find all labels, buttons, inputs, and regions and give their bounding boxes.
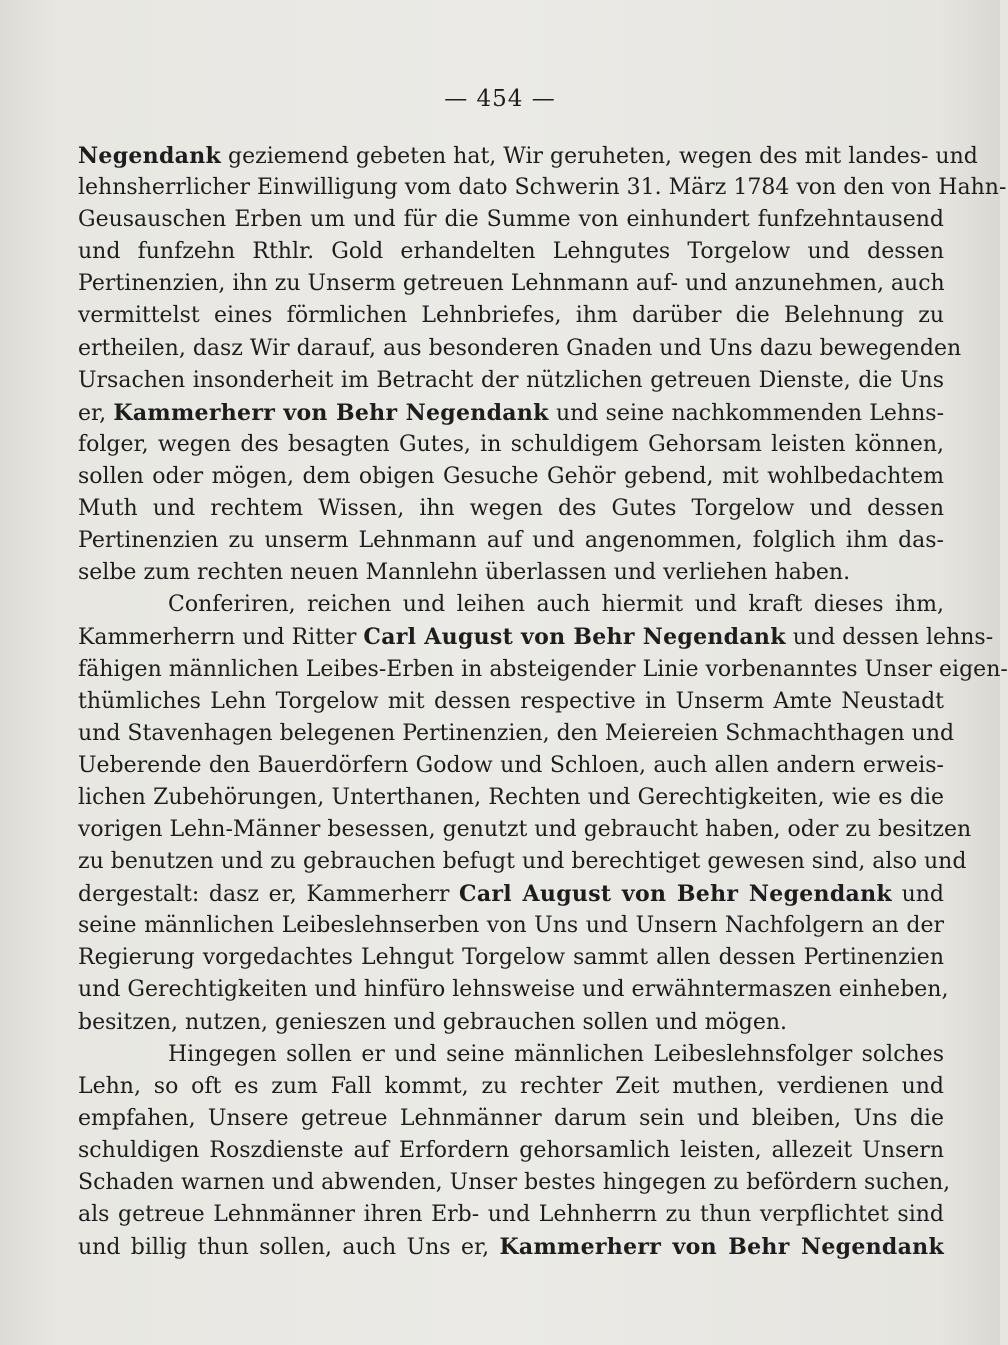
bold-name: Negendank [78,143,222,169]
text-line [78,300,944,332]
bold-name: Carl August von Behr Negendank [363,624,786,651]
text-segment: ertheilen, dasz Wir darauf, aus besonderen Gnaden und Uns dazu bewegenden [78,335,962,361]
text-line [78,1007,944,1039]
text-line [78,429,944,461]
text-segment: Ueberende den Bauerdörfern Godow und Schloen, auch allen andern erweis- [78,752,944,778]
text-segment: und billig thun sollen, auch Uns er, [78,1235,500,1261]
text-segment: fähigen männlichen Leibes-Erben in absteigender Linie vorbenanntes Unser eigen- [78,656,1008,682]
text-line [78,365,944,397]
text-line [78,1039,944,1071]
text-line [78,878,944,910]
text-line [78,557,944,589]
text-line [78,397,944,429]
text-segment: selbe zum rechten neuen Mannlehn überlassen und verliehen haben. [78,560,851,586]
text-segment: dergestalt: dasz er, Kammerherr [78,882,460,908]
text-segment: Pertinenzien zu unserm Lehnmann auf und angenommen, folglich ihm das- [78,528,944,554]
text-line [78,493,944,525]
text-segment: Regierung vorgedachtes Lehngut Torgelow sammt allen dessen Pertinenzien [78,945,944,971]
text-line [78,621,994,653]
text-segment: folger, wegen des besagten Gutes, in schuldigem Gehorsam leisten können, [78,431,944,457]
text-segment: Lehn, so oft es zum Fall kommt, zu rechter Zeit muthen, verdienen und [78,1073,944,1099]
text-line [78,1071,944,1103]
text-segment: und Gerechtigkeiten und hinfüro lehnsweise und erwähntermaszen einheben, [78,977,949,1003]
text-line [78,1103,944,1135]
text-segment: als getreue Lehnmänner ihren Erb- und Lehnherrn zu thun verpflichtet sind [78,1202,944,1228]
text-line [78,846,967,878]
text-segment: zu benutzen und zu gebrauchen befugt und berechtiget gewesen sind, also und [78,849,967,875]
body-text [78,140,1008,1263]
text-line [78,718,955,750]
text-segment: und dessen lehns- [785,625,994,651]
text-line [78,589,944,621]
text-line [78,204,944,236]
text-segment: seine männlichen Leibeslehnserben von Uns und Unsern Nachfolgern an der [78,913,944,939]
text-segment: thümliches Lehn Torgelow mit dessen respective in Unserm Amte Neustadt [78,688,944,714]
text-segment: und seine nachkommenden Lehns- [548,400,944,426]
text-segment: besitzen, nutzen, genieszen und gebrauchen sollen und mögen. [78,1009,788,1035]
text-segment: vorigen Lehn-Männer besessen, genutzt und gebraucht haben, oder zu besitzen [78,816,972,842]
text-segment: Schaden warnen und abwenden, Unser bestes hingegen zu befördern suchen, [78,1170,951,1195]
text-segment: lichen Zubehörungen, Unterthanen, Rechten und Gerechtigkeiten, wie es die [78,784,944,810]
text-line [78,525,944,557]
text-line [78,974,949,1006]
text-segment: empfahen, Unsere getreue Lehnmänner darum sein und bleiben, Uns die [78,1105,944,1131]
text-segment: und [891,882,944,908]
text-line [78,1231,944,1263]
bold-name: Carl August von Behr Negendank [459,881,892,908]
text-line [78,1135,944,1167]
text-segment: er, [78,400,114,426]
text-line [78,910,944,942]
text-line [78,236,944,268]
text-segment: geziemend gebeten hat, Wir geruheten, wegen des mit landes- und [221,144,978,169]
text-line [78,333,962,365]
text-line [78,654,1008,686]
text-line [78,268,944,300]
text-segment: vermittelst eines förmlichen Lehnbriefes, ihm darüber die Belehnung zu [78,303,944,329]
text-segment: Conferiren, reichen und leihen auch hiermit und kraft dieses ihm, [168,592,944,618]
text-line [78,942,944,974]
text-segment: schuldigen Roszdienste auf Erfordern gehorsamlich leisten, allezeit Unsern [78,1137,944,1163]
text-line [78,140,978,172]
text-line [78,461,944,493]
bold-name: Kammerherr von Behr Negendank [113,399,549,426]
text-segment: Hingegen sollen er und seine männlichen Leibeslehnsfolger solches [168,1041,944,1067]
bold-name: Kammerherr von Behr Negendank [499,1234,945,1261]
page-number: — 454 — [444,86,556,112]
text-line [78,1167,951,1199]
text-line [78,1199,944,1231]
text-segment: Ursachen insonderheit im Betracht der nützlichen getreuen Dienste, die Uns [78,367,944,393]
text-segment: Muth und rechtem Wissen, ihn wegen des Gutes Torgelow und dessen [78,496,944,522]
text-segment: Geusauschen Erben um und für die Summe von einhundert funfzehntausend [78,207,944,233]
text-line [78,782,944,814]
text-line [78,750,944,782]
text-segment: lehnsherrlicher Einwilligung vom dato Schwerin 31. März 1784 von den von Hahn- [78,175,1007,201]
text-segment: und funfzehn Rthlr. Gold erhandelten Lehngutes Torgelow und dessen [78,239,944,265]
text-segment: sollen oder mögen, dem obigen Gesuche Gehör gebend, mit wohlbedachtem [78,463,944,489]
text-line [78,814,972,846]
text-line [78,686,944,718]
text-segment: Pertinenzien, ihn zu Unserm getreuen Lehnmann auf- und anzunehmen, auch [78,271,945,297]
text-line [78,172,1007,204]
text-segment: und Stavenhagen belegenen Pertinenzien, den Meiereien Schmachthagen und [78,720,955,746]
text-segment: Kammerherrn und Ritter [78,625,364,651]
